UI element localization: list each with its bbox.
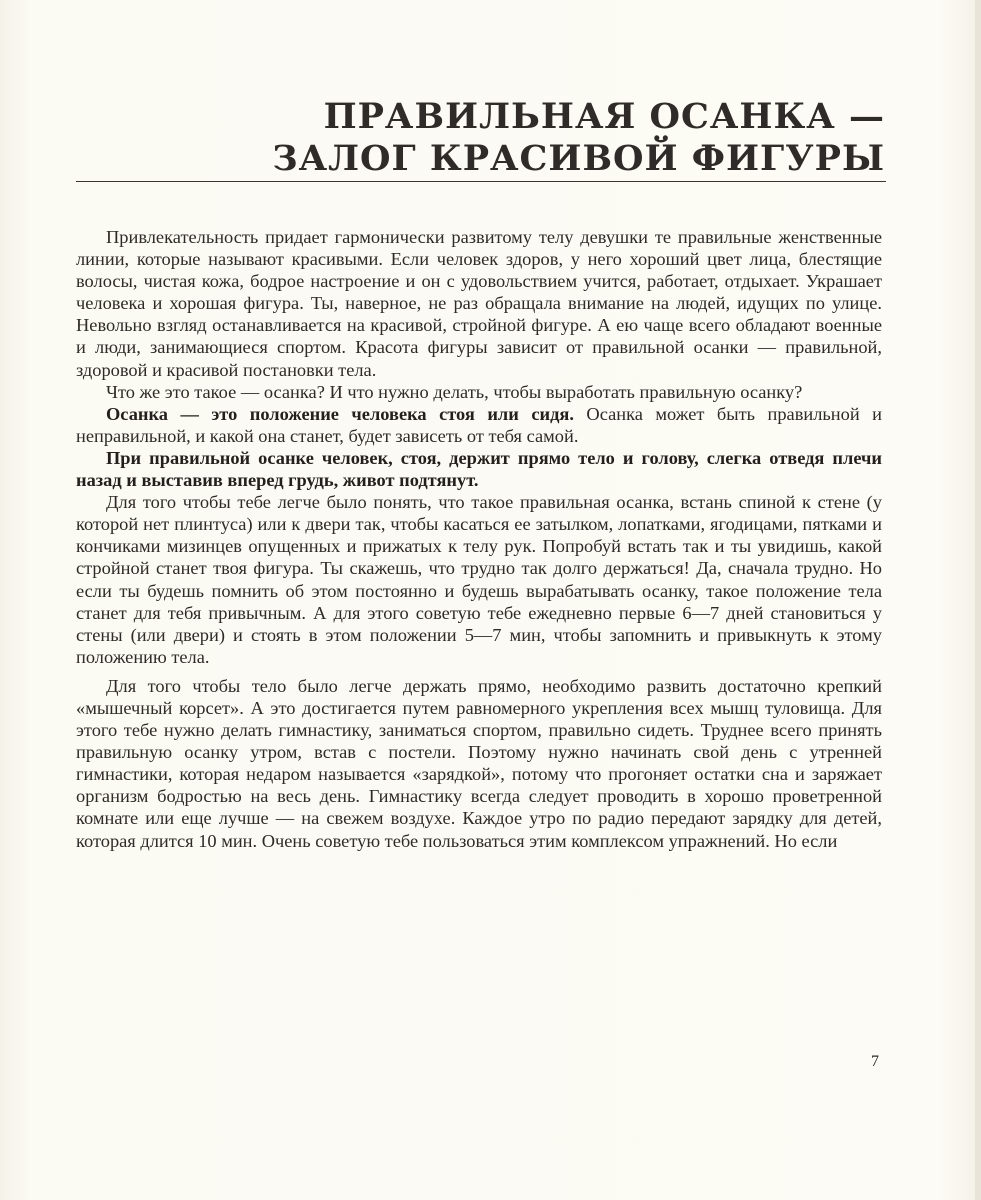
paragraph-correct-posture [76, 447, 882, 491]
page-title [272, 96, 885, 180]
paragraph-question: Что же это такое — осанка? И что нужно делать, чтобы выработать правильную осанку? [106, 381, 803, 402]
paragraph-wall-exercise: Для того чтобы тебе легче было понять, что такое правильная осанка, встань спиной к стене (у которой нет плинтуса) или к двери так, чтобы касаться ее затылком, лопатками, ягодицами, пятками и кончиками мизинцев опущенных и прижатых к телу рук. Попробуй встать так и ты увидишь, какой стройной станет твоя фигура. Ты скажешь, что трудно так долго держаться! Да, сначала трудно. Но если ты будешь помнить об этом постоянно и будешь вырабатывать осанку, такое положение тела станет для тебя привычным. А для этого советую тебе ежедневно первые 6—7 дней становиться у стены (или двери) и стоять в этом положении 5—7 мин, чтобы запомнить и привыкнуть к этому положению тела. [76, 492, 882, 667]
definition-bold: Осанка — это положение человека стоя или сидя. [106, 403, 574, 424]
definition-rest: Осанка может быть правильной и неправильной, и какой она станет, будет зависеть от тебя самой. [76, 403, 882, 446]
paragraph-muscle-corset: Для того чтобы тело было легче держать прямо, необходимо развить достаточно крепкий «мышечный корсет». А это достигается путем равномерного укрепления всех мышц туловища. Для этого тебе нужно делать гимнастику, заниматься спортом, правильно сидеть. Труднее всего принять правильную осанку утром, встав с постели. Поэтому нужно начинать свой день с утренней гимнастики, которая недаром называется «зарядкой», потому что прогоняет остатки сна и заряжает организм бодростью на весь день. Гимнастику всегда следует проводить в хорошо проветренной комнате или еще лучше — на свежем воздухе. Каждое утро по радио передают зарядку для детей, которая длится 10 мин. Очень советую тебе пользоваться этим комплексом упражнений. Но если [76, 675, 882, 851]
title-line-1: ПРАВИЛЬНАЯ ОСАНКА — [323, 96, 885, 137]
scan-edge [975, 0, 981, 1200]
page-number: 7 [871, 1053, 879, 1070]
article-body [76, 226, 882, 852]
title-line-2: ЗАЛОГ КРАСИВОЙ ФИГУРЫ [272, 138, 885, 179]
correct-posture-bold: При правильной осанке человек, стоя, держит прямо тело и голову, слегка отведя плечи назад и выставив вперед грудь, живот подтянут. [76, 447, 882, 491]
title-divider [76, 181, 886, 182]
paragraph-definition [76, 403, 882, 447]
paragraph-intro: Привлекательность придает гармонически развитому телу девушки те правильные женственные линии, которые называют красивыми. Если человек здоров, у него хороший цвет лица, блестящие волосы, чистая кожа, бодрое настроение и он с удовольствием учится, работает, отдыхает. Украшает человека и хорошая фигура. Ты, наверное, не раз обращала внимание на людей, идущих по улице. Невольно взгляд останавливается на красивой, стройной фигуре. А ею чаще всего обладают военные и люди, занимающиеся спортом. Красота фигуры зависит от правильной осанки — правильной, здоровой и красивой постановки тела. [76, 227, 882, 380]
